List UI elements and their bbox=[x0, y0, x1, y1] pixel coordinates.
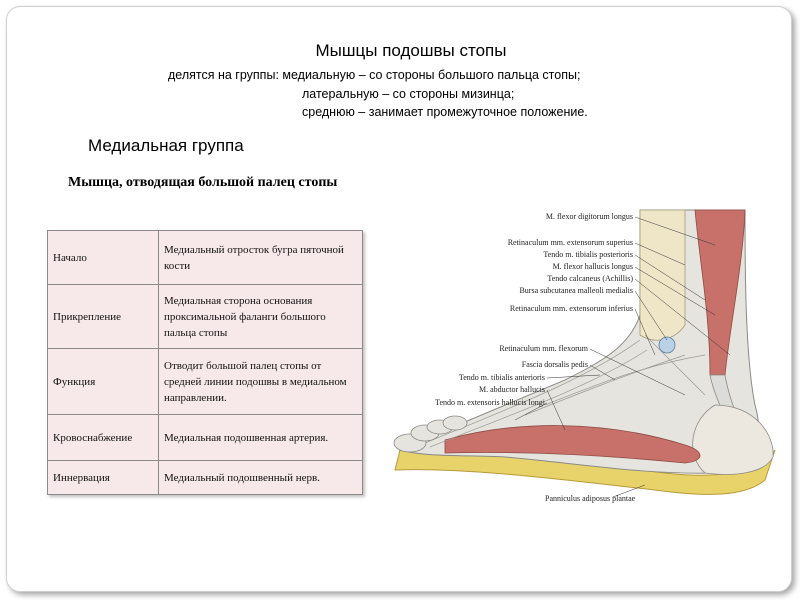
label-abductor-hallucis: M. abductor hallucis bbox=[479, 385, 545, 394]
row-value-insertion: Медиальная сторона основания проксимальной фаланги большого пальца стопы bbox=[159, 285, 363, 349]
subtitle-line-1: делятся на группы: медиальную – со стороны большого пальца стопы; bbox=[168, 68, 581, 82]
table-row bbox=[48, 231, 363, 285]
table-row bbox=[48, 415, 363, 461]
subtitle-line-3: среднюю – занимает промежуточное положение. bbox=[302, 105, 588, 119]
label-flexor-hallucis-longus: M. flexor hallucis longus bbox=[552, 262, 633, 271]
label-retinaculum-extensorum-inferius: Retinaculum mm. extensorum inferius bbox=[509, 304, 633, 313]
label-retinaculum-flexorum: Retinaculum mm. flexorum bbox=[499, 344, 588, 353]
heel bbox=[693, 405, 773, 474]
row-value-origin: Медиальный отросток бугра пяточной кости bbox=[159, 231, 363, 285]
label-flexor-digitorum-longus: M. flexor digitorum longus bbox=[545, 212, 633, 221]
row-key-insertion: Прикрепление bbox=[48, 285, 159, 349]
row-key-innervation: Иннервация bbox=[48, 461, 159, 495]
tibia-region bbox=[640, 210, 685, 340]
table-row bbox=[48, 285, 363, 349]
label-tendo-tibialis-anterioris: Tendo m. tibialis anterioris bbox=[458, 373, 545, 382]
label-tendo-tibialis-posterioris: Tendo m. tibialis posterioris bbox=[543, 250, 633, 259]
muscle-info-table bbox=[47, 230, 363, 495]
row-value-blood-supply: Медиальная подошвенная артерия. bbox=[159, 415, 363, 461]
bursa-malleolus bbox=[659, 337, 675, 353]
label-fascia-dorsalis-pedis: Fascia dorsalis pedis bbox=[521, 360, 588, 369]
row-key-blood-supply: Кровоснабжение bbox=[48, 415, 159, 461]
label-tendo-extensoris-hallucis-longi: Tendo m. extensoris hallucis longi bbox=[435, 398, 545, 407]
table-row bbox=[48, 461, 363, 495]
row-key-function: Функция bbox=[48, 349, 159, 415]
subtitle-line-2: латеральную – со стороны мизинца; bbox=[302, 87, 515, 101]
group-heading: Медиальная группа bbox=[88, 136, 244, 155]
table-row bbox=[48, 349, 363, 415]
label-panniculus-adiposus-plantae: Panniculus adiposus plantae bbox=[545, 494, 636, 503]
label-retinaculum-extensorum-superius: Retinaculum mm. extensorum superius bbox=[507, 238, 633, 247]
muscle-name: Мышца, отводящая большой палец стопы bbox=[68, 175, 338, 190]
row-key-origin: Начало bbox=[48, 231, 159, 285]
slide-title: Мышцы подошвы стопы bbox=[315, 41, 507, 60]
foot-anatomy-illustration bbox=[385, 205, 790, 510]
row-value-innervation: Медиальный подошвенный нерв. bbox=[159, 461, 363, 495]
label-tendo-calcaneus: Tendo calcaneus (Achillis) bbox=[547, 274, 633, 283]
label-bursa-subcutanea: Bursa subcutanea malleoli medialis bbox=[519, 286, 633, 295]
row-value-function: Отводит большой палец стопы от средней линии подошвы в медиальном направлении. bbox=[159, 349, 363, 415]
